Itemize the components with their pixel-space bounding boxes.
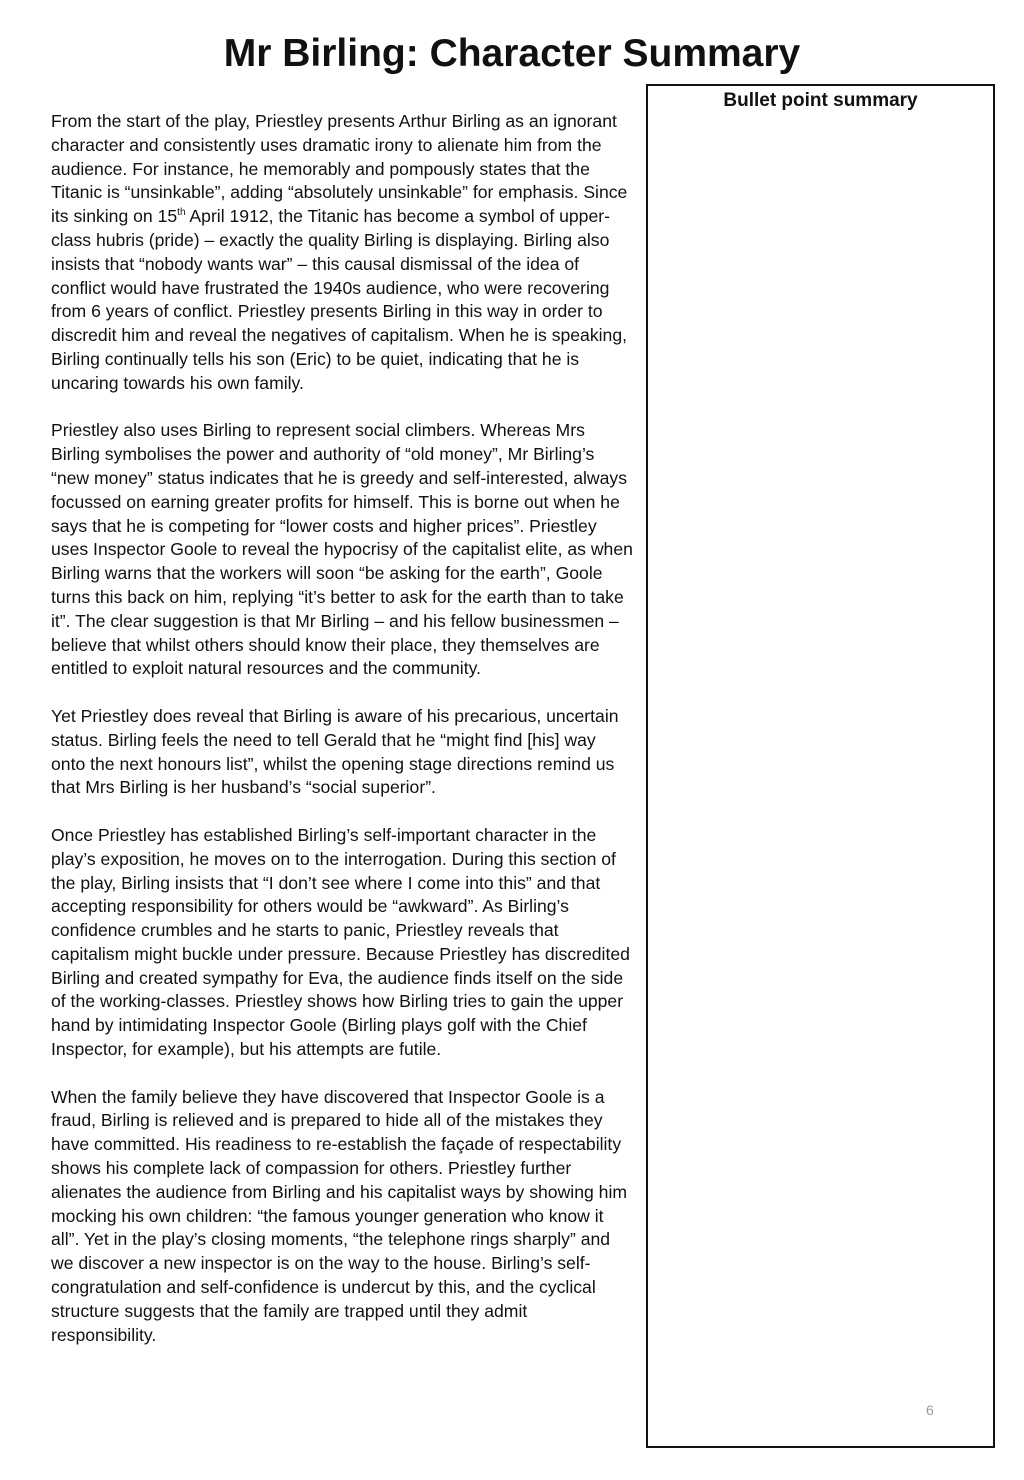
paragraph-1-text-start: From the start of the play, Priestley presents Arthur Birling as an ignorant character and consistently uses dramatic irony to alienate him from the audience. For instance, he memorably and pompously states that the Titanic is “unsinkable”, adding “absolutely unsinkable” for emphasis. Since its sinking on 15 [51, 111, 628, 227]
essay-body [51, 110, 633, 1371]
bullet-point-summary-box[interactable] [646, 84, 995, 1448]
paragraph-1-text-end: April 1912, the Titanic has become a symbol of upper-class hubris (pride) – exactly the quality Birling is displaying. Birling also insists that “nobody wants war” – this causal dismissal of the idea of conflict would have frustrated the 1940s audience, who were recovering from 6 years of conflict. Priestley presents Birling in this way in order to discredit him and reveal the negatives of capitalism. When he is speaking, Birling continually tells his son (Eric) to be quiet, indicating that he is uncaring towards his own family. [51, 206, 628, 393]
paragraph-3: Yet Priestley does reveal that Birling is aware of his precarious, uncertain status. Birling feels the need to tell Gerald that he “might find [his] way onto the next honours list”, whilst the opening stage directions remind us that Mrs Birling is her husband’s “social superior”. [51, 705, 619, 798]
paragraph-1 [51, 110, 633, 396]
paragraph-5: When the family believe they have discovered that Inspector Goole is a fraud, Birling is relieved and is prepared to hide all of the mistakes they have committed. His readiness to re-establish the façade of respectability shows his complete lack of compassion for others. Priestley further alienates the audience from Birling and his capitalist ways by showing him mocking his own children: “the famous younger generation who know it all”. Yet in the play’s closing moments, “the telephone rings sharply” and we discover a new inspector is on the way to the house. Birling’s self-congratulation and self-confidence is undercut by this, and the cyclical structure suggests that the family are trapped until they admit responsibility. [51, 1086, 628, 1345]
summary-box-heading: Bullet point summary [723, 90, 918, 111]
page-number: 6 [926, 1402, 934, 1418]
page-title: Mr Birling: Character Summary [223, 32, 801, 75]
ordinal-suffix: th [177, 207, 186, 219]
paragraph-2: Priestley also uses Birling to represent social climbers. Whereas Mrs Birling symbolises the power and authority of “old money”, Mr Birling’s “new money” status indicates that he is greedy and self-interested, always focussed on earning greater profits for himself. This is borne out when he says that he is competing for “lower costs and higher prices”. Priestley uses Inspector Goole to reveal the hypocrisy of the capitalist elite, as when Birling warns that the workers will soon “be asking for the earth”, Goole turns this back on him, replying “it’s better to ask for the earth than to take it”. The clear suggestion is that Mr Birling – and his fellow businessmen – believe that whilst others should know their place, they themselves are entitled to exploit natural resources and the community. [51, 420, 633, 679]
paragraph-4: Once Priestley has established Birling’s self-important character in the play’s exposition, he moves on to the interrogation. During this section of the play, Birling insists that “I don’t see where I come into this” and that accepting responsibility for others would be “awkward”. As Birling’s confidence crumbles and he starts to panic, Priestley reveals that capitalism might buckle under pressure. Because Priestley has discredited Birling and created sympathy for Eva, the audience finds itself on the side of the working-classes. Priestley shows how Birling tries to gain the upper hand by intimidating Inspector Goole (Birling plays golf with the Chief Inspector, for example), but his attempts are futile. [51, 824, 630, 1060]
